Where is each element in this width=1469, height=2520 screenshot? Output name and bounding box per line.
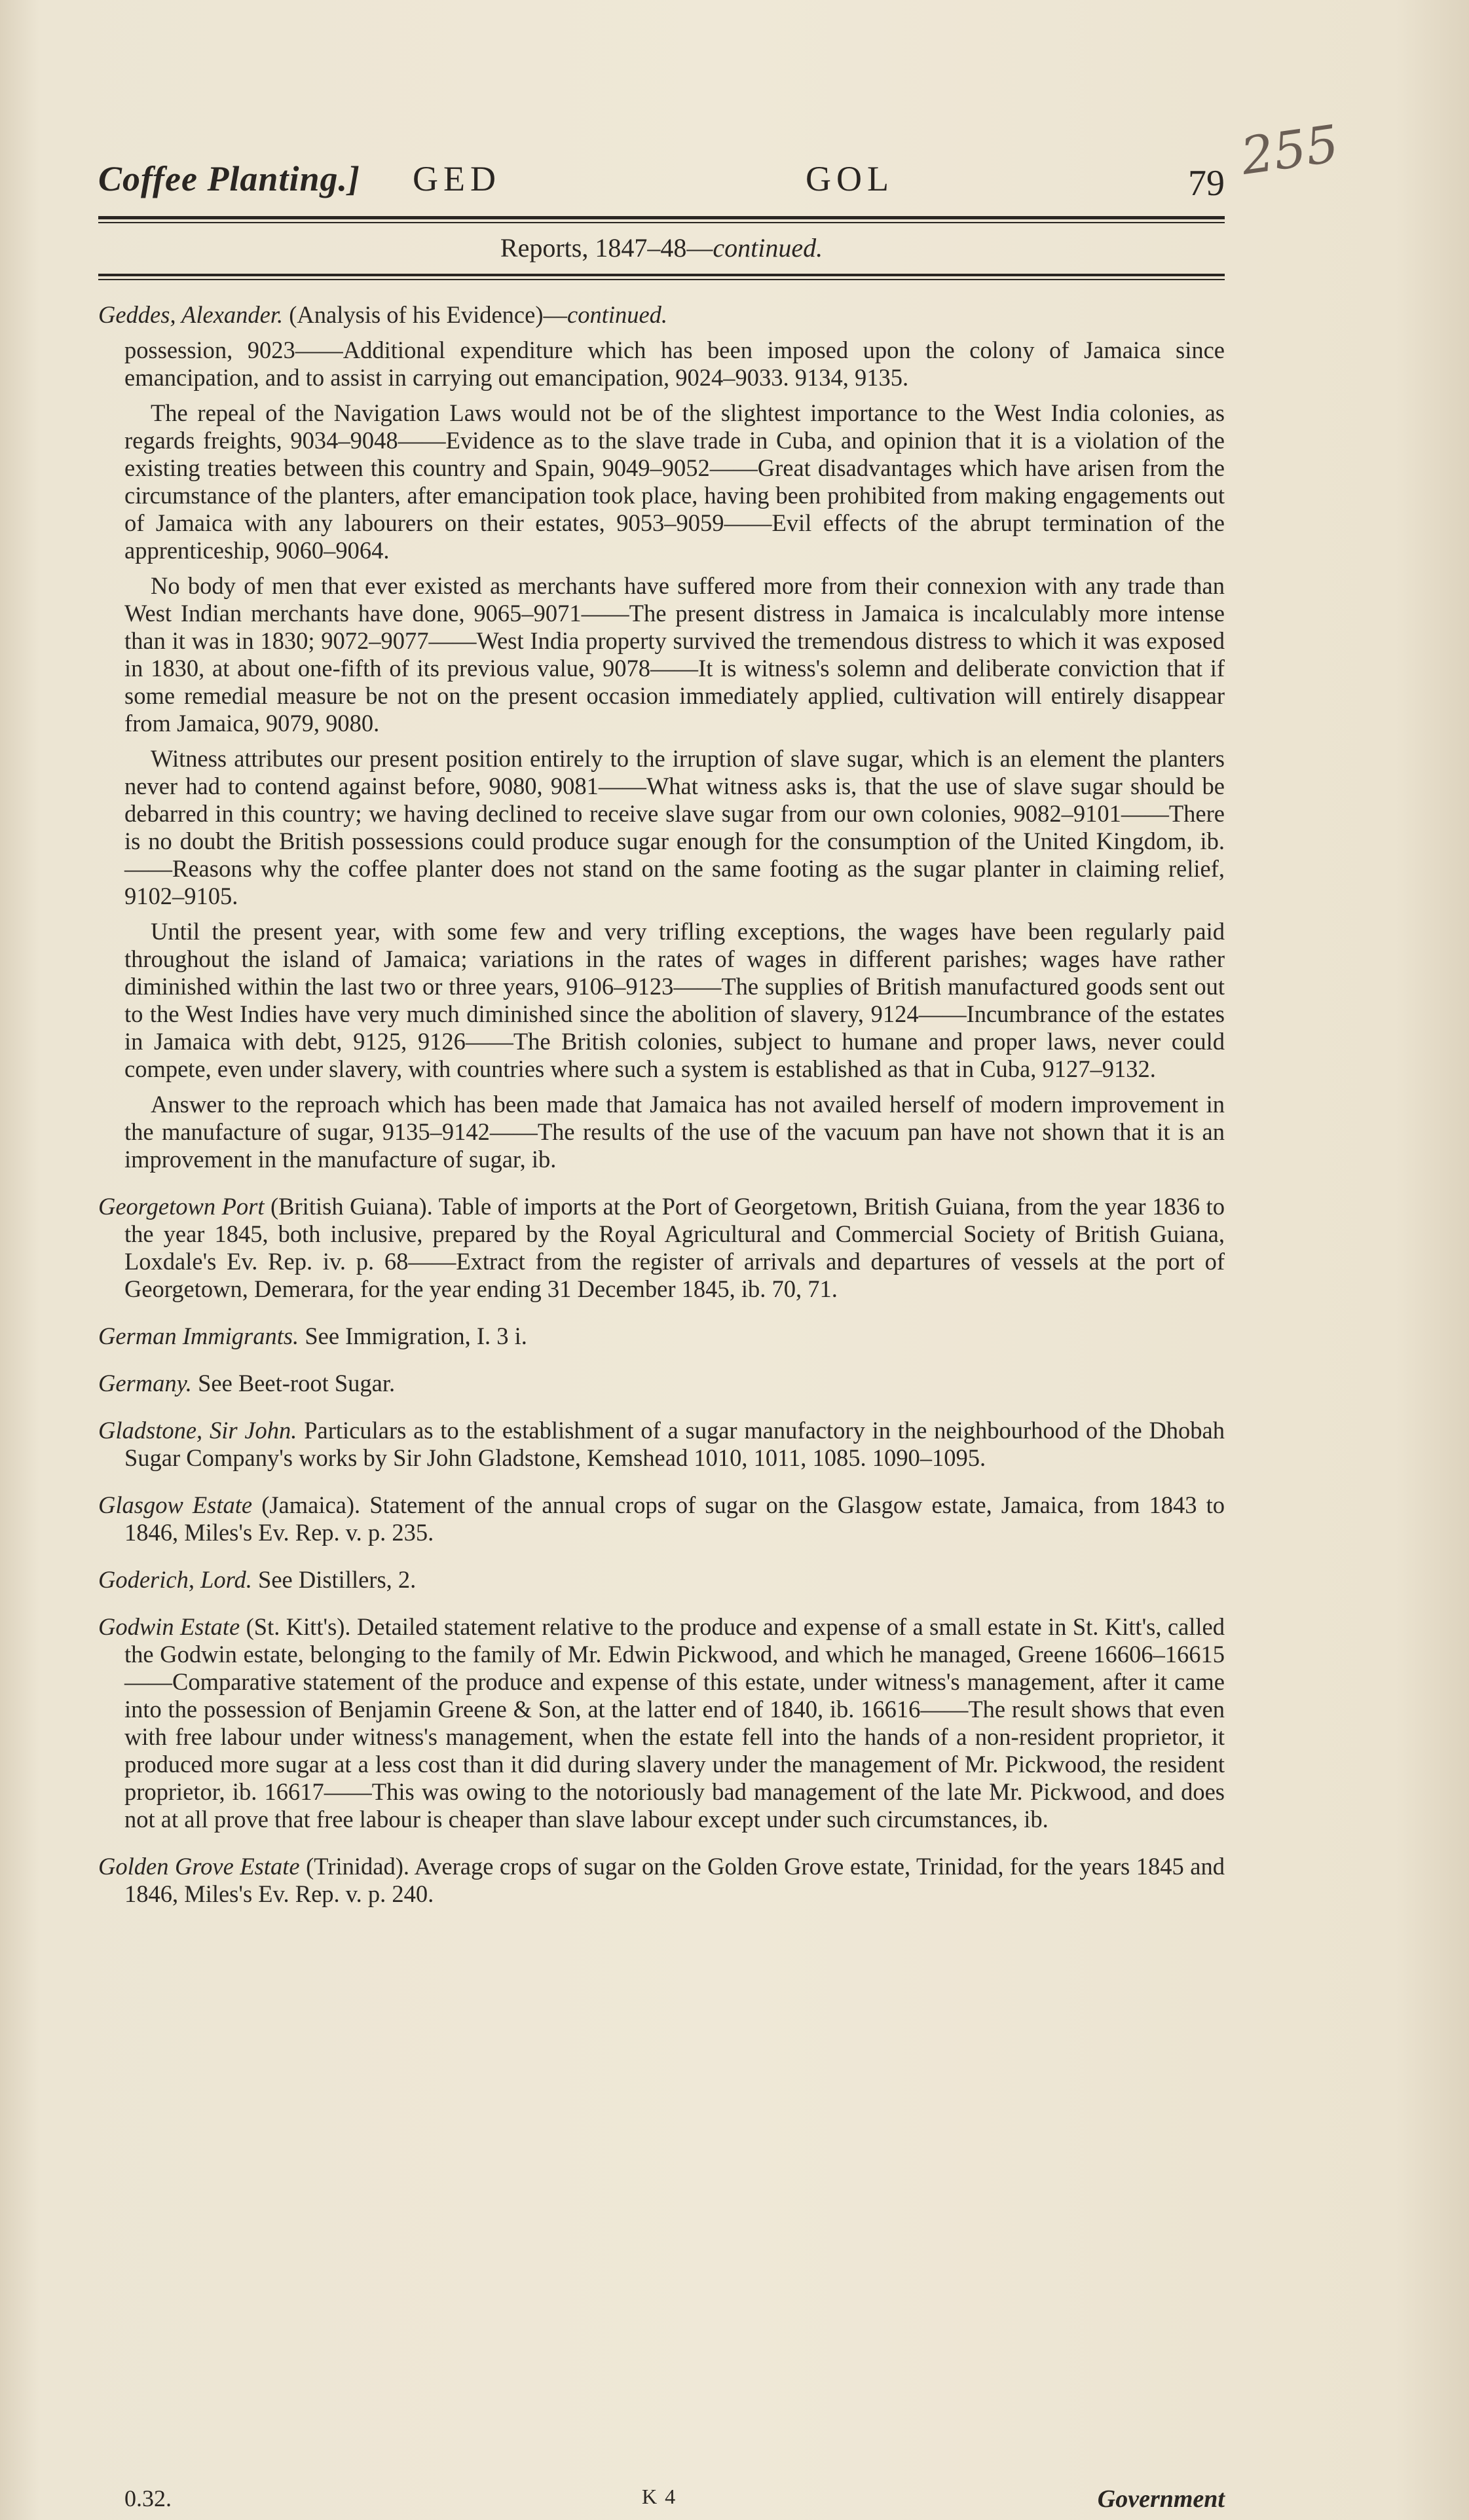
footer-left-mark: 0.32. bbox=[124, 2485, 172, 2511]
entry-head-text: Particulars as to the establishment of a sugar manufactory in the neighbourhood of the Dhobah Sugar Company's works by Sir John Gladstone, Kemshead 1010, 1011, 1085. 1090–1095. bbox=[124, 1417, 1225, 1471]
catchword: Government bbox=[1097, 2485, 1225, 2513]
entry-head-text: See Immigration, I. 3 i. bbox=[305, 1323, 527, 1349]
running-header bbox=[98, 151, 1225, 210]
subtitle-continued: continued. bbox=[713, 233, 823, 263]
entry-paragraph: No body of men that ever existed as merchants have suffered more from their connexion with any trade than West Indian merchants have done, 9065–9071——The present distress in Jamaica is incalculably more intense than it was in 1830; 9072–9077——West India property survived the tremendous distress to which it was exposed in 1830, at about one-fifth of its previous value, 9078——It is witness's solemn and deliberate conviction that if some remedial measure be not on the present occasion immediately applied, cultivation will entirely disappear from Jamaica, 9079, 9080. bbox=[124, 572, 1225, 737]
entry-paragraph: The repeal of the Navigation Laws would not be of the slightest importance to the West India colonies, as regards freights, 9034–9048——Evidence as to the slave trade in Cuba, and opinion that it is a violation of the existing treaties between this country and Spain, 9049–9052——Great disadvantages which have arisen from the circumstance of the planters, after emancipation took place, having been prohibited from making engagements out of Jamaica with any labourers on their estates, 9053–9059——Evil effects of the abrupt termination of the apprenticeship, 9060–9064. bbox=[124, 399, 1225, 564]
index-body bbox=[98, 301, 1225, 1927]
entry-head-text: See Distillers, 2. bbox=[258, 1566, 417, 1593]
entry-heading bbox=[98, 1491, 1225, 1546]
page-number: 79 bbox=[1188, 163, 1225, 204]
entry-term: Godwin Estate bbox=[98, 1613, 240, 1640]
subtitle-rule-thin bbox=[98, 279, 1225, 280]
page-footer bbox=[98, 2485, 1225, 2517]
handwritten-folio-number: 255 bbox=[1237, 115, 1343, 187]
entry-heading bbox=[98, 1853, 1225, 1908]
entry-term: German Immigrants. bbox=[98, 1323, 299, 1349]
entry-goderich bbox=[98, 1566, 1225, 1594]
entry-heading bbox=[98, 301, 1225, 329]
entry-term: Geddes, Alexander. bbox=[98, 301, 284, 328]
entry-heading bbox=[98, 1566, 1225, 1594]
reports-subtitle bbox=[98, 232, 1225, 263]
entry-gladstone bbox=[98, 1417, 1225, 1472]
entry-term: Gladstone, Sir John. bbox=[98, 1417, 297, 1444]
entry-heading bbox=[98, 1613, 1225, 1833]
header-rule-thin bbox=[98, 222, 1225, 223]
subtitle-prefix: Reports, 1847–48— bbox=[500, 233, 713, 263]
entry-head-text: (Jamaica). Statement of the annual crops of sugar on the Glasgow estate, Jamaica, from 1843 to 1846, Miles's Ev. Rep. v. p. 235. bbox=[124, 1491, 1225, 1546]
entry-heading bbox=[98, 1417, 1225, 1472]
entry-godwin-estate bbox=[98, 1613, 1225, 1833]
entry-head-text: (St. Kitt's). Detailed statement relative to the produce and expense of a small estate in St. Kitt's, called the Godwin estate, belonging to the family of Mr. Edwin Pickwood, and which he managed, Greene 16606–16615——Comparative statement of the produce and expense of this estate, under witness's management, after it came into the possession of Benjamin Greene & Son, at the latter end of 1840, ib. 16616——The result shows that even with free labour under witness's management, when the estate fell into the hands of a non-resident proprietor, it produced more sugar at a less cost than it did during slavery under the management of Mr. Pickwood, the resident proprietor, ib. 16617——This was owing to the notoriously bad management of the late Mr. Pickwood, and does not at all prove that free labour is cheaper than slave labour except under such circumstances, ib. bbox=[124, 1613, 1225, 1833]
entry-head-text: (Trinidad). Average crops of sugar on the Golden Grove estate, Trinidad, for the years 1845 and 1846, Miles's Ev. Rep. v. p. 240. bbox=[124, 1853, 1225, 1907]
entry-term: Glasgow Estate bbox=[98, 1491, 253, 1518]
entry-glasgow-estate bbox=[98, 1491, 1225, 1546]
signature-mark: K 4 bbox=[642, 2485, 677, 2508]
entry-head-continued: continued. bbox=[567, 301, 668, 328]
entry-paragraph: possession, 9023——Additional expenditure which has been imposed upon the colony of Jamaica since emancipation, and to assist in carrying out emancipation, 9024–9033. 9134, 9135. bbox=[124, 337, 1225, 391]
header-last-letters: GOL bbox=[806, 159, 894, 198]
header-first-letters: GED bbox=[413, 159, 501, 198]
entry-german-immigrants bbox=[98, 1323, 1225, 1350]
entry-head-text: (British Guiana). Table of imports at the Port of Georgetown, British Guiana, from the year 1836 to the year 1845, both inclusive, prepared by the Royal Agricultural and Commercial Society of British Guiana, Loxdale's Ev. Rep. iv. p. 68——Extract from the register of arrivals and departures of vessels at the port of Georgetown, Demerara, for the year ending 31 December 1845, ib. 70, 71. bbox=[124, 1193, 1225, 1302]
subtitle-rule-thick bbox=[98, 274, 1225, 276]
entry-head-text: (Analysis of his Evidence)— bbox=[289, 301, 567, 328]
entry-heading bbox=[98, 1193, 1225, 1303]
entry-georgetown-port bbox=[98, 1193, 1225, 1303]
entry-geddes bbox=[98, 301, 1225, 1173]
header-rule-thick bbox=[98, 216, 1225, 219]
entry-paragraph: Answer to the reproach which has been made that Jamaica has not availed herself of modern improvement in the manufacture of sugar, 9135–9142——The results of the use of the vacuum pan have not shown that it is an improvement in the manufacture of sugar, ib. bbox=[124, 1091, 1225, 1173]
entry-term: Germany. bbox=[98, 1370, 192, 1397]
entry-term: Golden Grove Estate bbox=[98, 1853, 300, 1880]
entry-head-text: See Beet-root Sugar. bbox=[198, 1370, 396, 1397]
entry-golden-grove-estate bbox=[98, 1853, 1225, 1908]
header-section-title: Coffee Planting.] bbox=[98, 159, 360, 198]
entry-heading bbox=[98, 1323, 1225, 1350]
entry-term: Goderich, Lord. bbox=[98, 1566, 252, 1593]
entry-term: Georgetown Port bbox=[98, 1193, 265, 1220]
entry-germany bbox=[98, 1370, 1225, 1397]
entry-heading bbox=[98, 1370, 1225, 1397]
entry-paragraph: Witness attributes our present position entirely to the irruption of slave sugar, which is an element the planters never had to contend against before, 9080, 9081——What witness asks is, that the use of slave sugar should be debarred in this country; we having declined to receive slave sugar from our own colonies, 9082–9101——There is no doubt the British possessions could produce sugar enough for the consumption of the United Kingdom, ib.——Reasons why the coffee planter does not stand on the same footing as the sugar planter in claiming relief, 9102–9105. bbox=[124, 745, 1225, 909]
entry-paragraph: Until the present year, with some few and very trifling exceptions, the wages have been regularly paid throughout the island of Jamaica; variations in the rates of wages in different parishes; wages have rather diminished within the last two or three years, 9106–9123——The supplies of British manufactured goods sent out to the West Indies have very much diminished since the abolition of slavery, 9124——Incumbrance of the estates in Jamaica with debt, 9125, 9126——The British colonies, subject to humane and proper laws, never could compete, even under slavery, with countries where such a system is established as that in Cuba, 9127–9132. bbox=[124, 918, 1225, 1082]
